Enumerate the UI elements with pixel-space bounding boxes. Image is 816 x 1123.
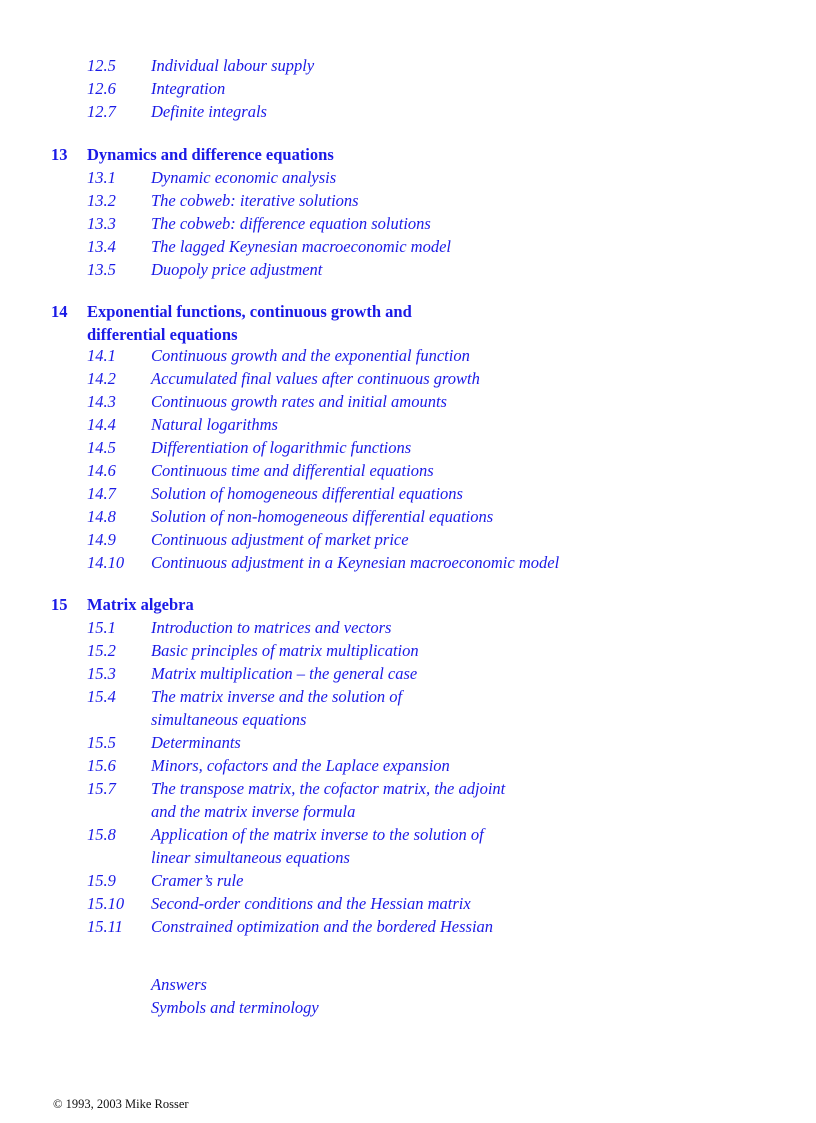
section-number: 12.5 — [87, 56, 116, 75]
section-number: 14.8 — [87, 507, 116, 526]
section-number: 15.9 — [87, 871, 116, 890]
toc-chapter-13[interactable] — [51, 143, 531, 166]
section-number: 15.11 — [87, 917, 123, 936]
section-title: Introduction to matrices and vectors — [151, 618, 392, 637]
toc-answers[interactable]: Answers — [151, 975, 207, 994]
section-number: 13.1 — [87, 168, 116, 187]
chapter-title-line2: differential equations — [87, 325, 238, 344]
chapter-number: 14 — [51, 302, 68, 321]
section-number: 15.6 — [87, 756, 116, 775]
section-number: 12.6 — [87, 79, 116, 98]
section-title: Duopoly price adjustment — [151, 260, 323, 279]
section-title: Minors, cofactors and the Laplace expansion — [151, 756, 450, 775]
section-number: 13.2 — [87, 191, 116, 210]
section-title: Constrained optimization and the bordered Hessian — [151, 917, 494, 936]
chapter-number: 13 — [51, 145, 68, 164]
section-title: Solution of non-homogeneous differential equations — [151, 507, 494, 526]
section-number: 12.7 — [87, 102, 116, 121]
section-title: Integration — [151, 79, 226, 98]
section-number: 15.2 — [87, 641, 116, 660]
section-number: 14.1 — [87, 346, 116, 365]
section-title: Natural logarithms — [151, 415, 278, 434]
section-number: 14.5 — [87, 438, 116, 457]
chapter-number: 15 — [51, 595, 68, 614]
section-title: The cobweb: iterative solutions — [151, 191, 359, 210]
section-title-line1: The transpose matrix, the cofactor matrix, the adjoint — [151, 779, 506, 798]
section-title: Accumulated final values after continuous growth — [151, 369, 480, 388]
section-number: 14.10 — [87, 553, 125, 572]
section-title: Individual labour supply — [151, 56, 315, 75]
section-title: Differentiation of logarithmic functions — [151, 438, 412, 457]
section-title: Basic principles of matrix multiplication — [151, 641, 419, 660]
section-number: 15.8 — [87, 825, 116, 844]
section-title: Second-order conditions and the Hessian matrix — [151, 894, 471, 913]
section-number: 14.6 — [87, 461, 116, 480]
section-title: Continuous adjustment of market price — [151, 530, 409, 549]
section-number: 14.7 — [87, 484, 116, 503]
section-number: 14.9 — [87, 530, 116, 549]
section-title-line2: and the matrix inverse formula — [151, 802, 356, 821]
section-title: The lagged Keynesian macroeconomic model — [151, 237, 451, 256]
section-title-line1: The matrix inverse and the solution of — [151, 687, 403, 706]
section-title: Matrix multiplication – the general case — [151, 664, 418, 683]
section-title — [151, 823, 484, 869]
section-number: 13.3 — [87, 214, 116, 233]
section-title: Solution of homogeneous differential equations — [151, 484, 463, 503]
section-number: 15.3 — [87, 664, 116, 683]
section-title: Determinants — [151, 733, 241, 752]
toc-symbols-and-terminology[interactable]: Symbols and terminology — [151, 998, 319, 1017]
section-number: 15.10 — [87, 894, 125, 913]
section-number: 15.5 — [87, 733, 116, 752]
chapter-title — [87, 300, 527, 346]
section-title: Continuous growth rates and initial amounts — [151, 392, 447, 411]
section-number: 15.4 — [87, 687, 116, 706]
section-title — [151, 777, 505, 823]
section-title — [151, 685, 402, 731]
section-title: Cramer’s rule — [151, 871, 244, 890]
section-title: The cobweb: difference equation solutions — [151, 214, 431, 233]
section-number: 15.1 — [87, 618, 116, 637]
section-title: Dynamic economic analysis — [151, 168, 337, 187]
toc-chapter-14[interactable] — [51, 300, 531, 346]
toc-chapter-15[interactable] — [51, 593, 531, 616]
section-title: Continuous adjustment in a Keynesian macroeconomic model — [151, 553, 560, 572]
section-number: 15.7 — [87, 779, 116, 798]
section-title-line2: simultaneous equations — [151, 710, 307, 729]
section-title-line1: Application of the matrix inverse to the solution of — [151, 825, 484, 844]
section-title: Continuous growth and the exponential function — [151, 346, 470, 365]
section-title-line2: linear simultaneous equations — [151, 848, 350, 867]
section-title: Definite integrals — [151, 102, 267, 121]
chapter-title: Matrix algebra — [87, 595, 194, 614]
section-number: 14.2 — [87, 369, 116, 388]
section-number: 14.4 — [87, 415, 116, 434]
section-number: 13.4 — [87, 237, 116, 256]
chapter-title-line1: Exponential functions, continuous growth and — [87, 302, 412, 321]
section-number: 13.5 — [87, 260, 116, 279]
section-number: 14.3 — [87, 392, 116, 411]
section-title: Continuous time and differential equations — [151, 461, 434, 480]
copyright-footer: © 1993, 2003 Mike Rosser — [53, 1097, 189, 1111]
chapter-title: Dynamics and difference equations — [87, 145, 334, 164]
